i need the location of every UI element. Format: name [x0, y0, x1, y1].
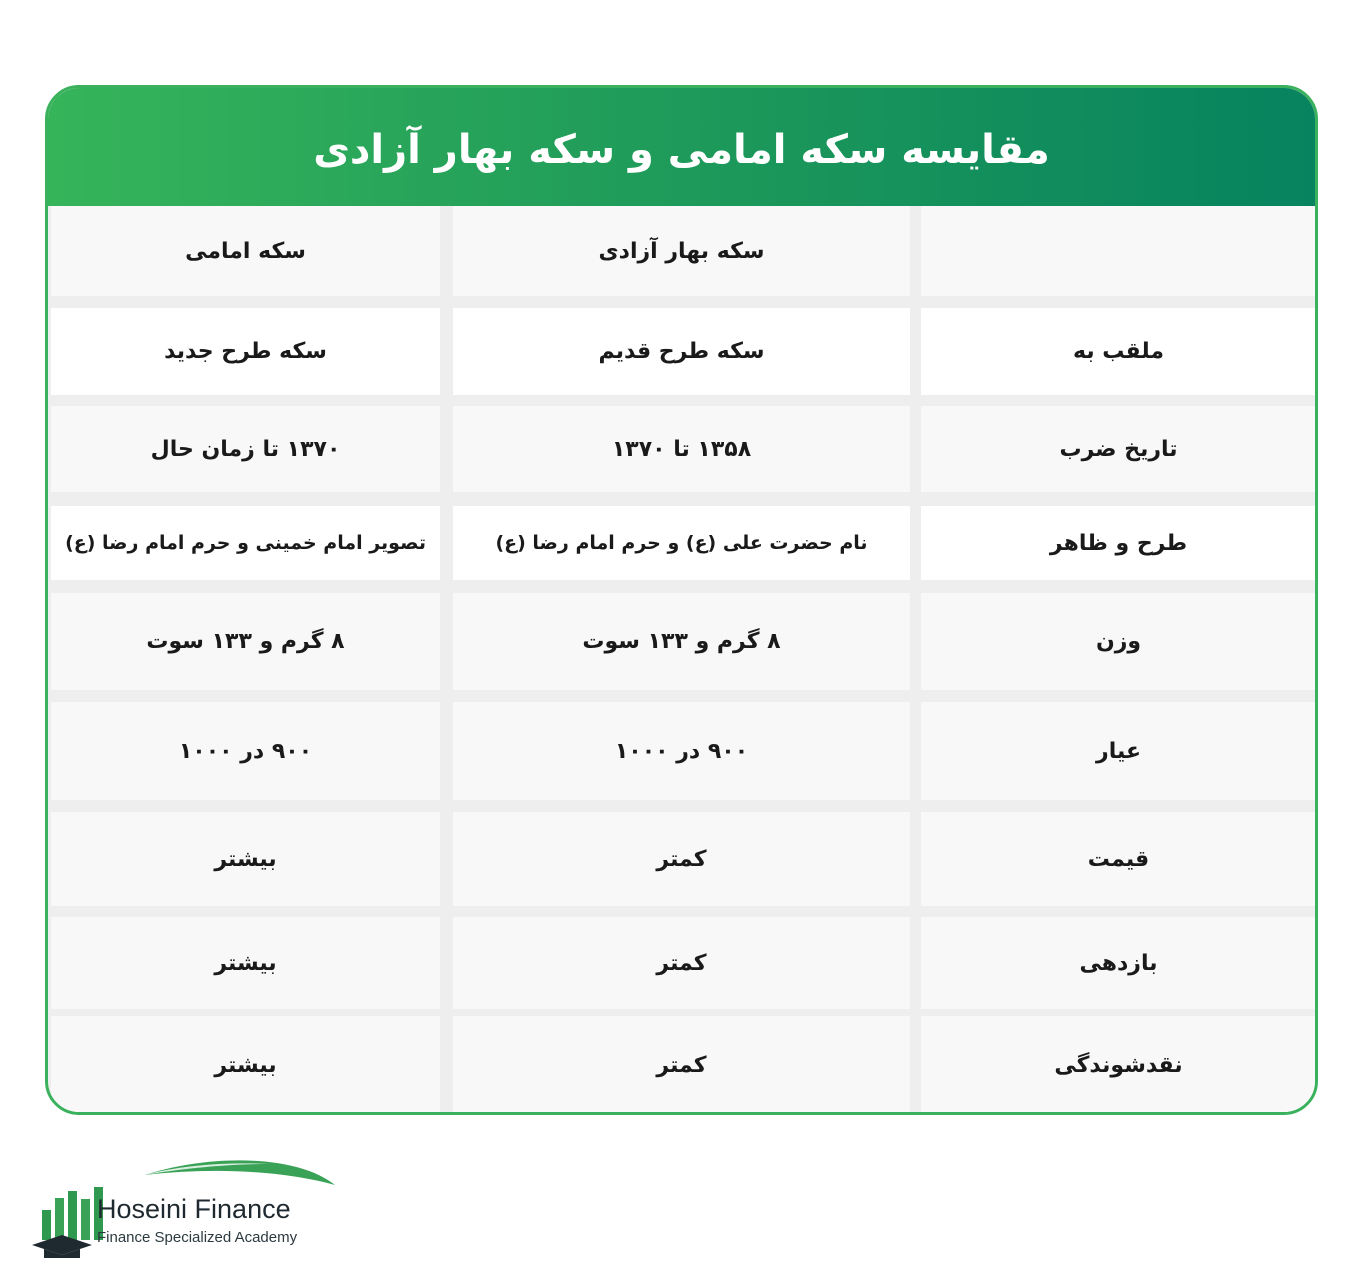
- row-emami-value: بیشتر: [51, 1016, 440, 1115]
- row-emami-value: تصویر امام خمینی و حرم امام رضا (ع): [51, 506, 440, 580]
- comparison-card: [45, 85, 1318, 1115]
- row-bahar-value: سکه طرح قدیم: [453, 308, 910, 395]
- row-label: عیار: [921, 702, 1316, 800]
- row-bahar-value: کمتر: [453, 812, 910, 906]
- row-label: قیمت: [921, 812, 1316, 906]
- row-emami-value: بیشتر: [51, 812, 440, 906]
- page-title: مقایسه سکه امامی و سکه بهار آزادی: [313, 127, 1050, 173]
- header-bahar: سکه بهار آزادی: [453, 206, 910, 296]
- row-bahar-value: ۸ گرم و ۱۳۳ سوت: [453, 593, 910, 690]
- row-label: تاریخ ضرب: [921, 406, 1316, 492]
- brand-tagline: Finance Specialized Academy: [97, 1229, 298, 1246]
- row-emami-value: بیشتر: [51, 917, 440, 1009]
- row-label: طرح و ظاهر: [921, 506, 1316, 580]
- row-emami-value: ۹۰۰ در ۱۰۰۰: [51, 702, 440, 800]
- card-header: [48, 88, 1315, 206]
- row-label: بازدهی: [921, 917, 1316, 1009]
- row-emami-value: ۱۳۷۰ تا زمان حال: [51, 406, 440, 492]
- row-label: وزن: [921, 593, 1316, 690]
- row-label: نقدشوندگی: [921, 1016, 1316, 1115]
- header-emami: سکه امامی: [51, 206, 440, 296]
- row-bahar-value: کمتر: [453, 917, 910, 1009]
- brand-name: Hoseini Finance: [97, 1194, 291, 1224]
- row-emami-value: ۸ گرم و ۱۳۳ سوت: [51, 593, 440, 690]
- header-label-cell: [921, 206, 1316, 296]
- row-bahar-value: ۱۳۵۸ تا ۱۳۷۰: [453, 406, 910, 492]
- row-bahar-value: نام حضرت علی (ع) و حرم امام رضا (ع): [453, 506, 910, 580]
- row-bahar-value: کمتر: [453, 1016, 910, 1115]
- row-label: ملقب به: [921, 308, 1316, 395]
- row-emami-value: سکه طرح جدید: [51, 308, 440, 395]
- row-bahar-value: ۹۰۰ در ۱۰۰۰: [453, 702, 910, 800]
